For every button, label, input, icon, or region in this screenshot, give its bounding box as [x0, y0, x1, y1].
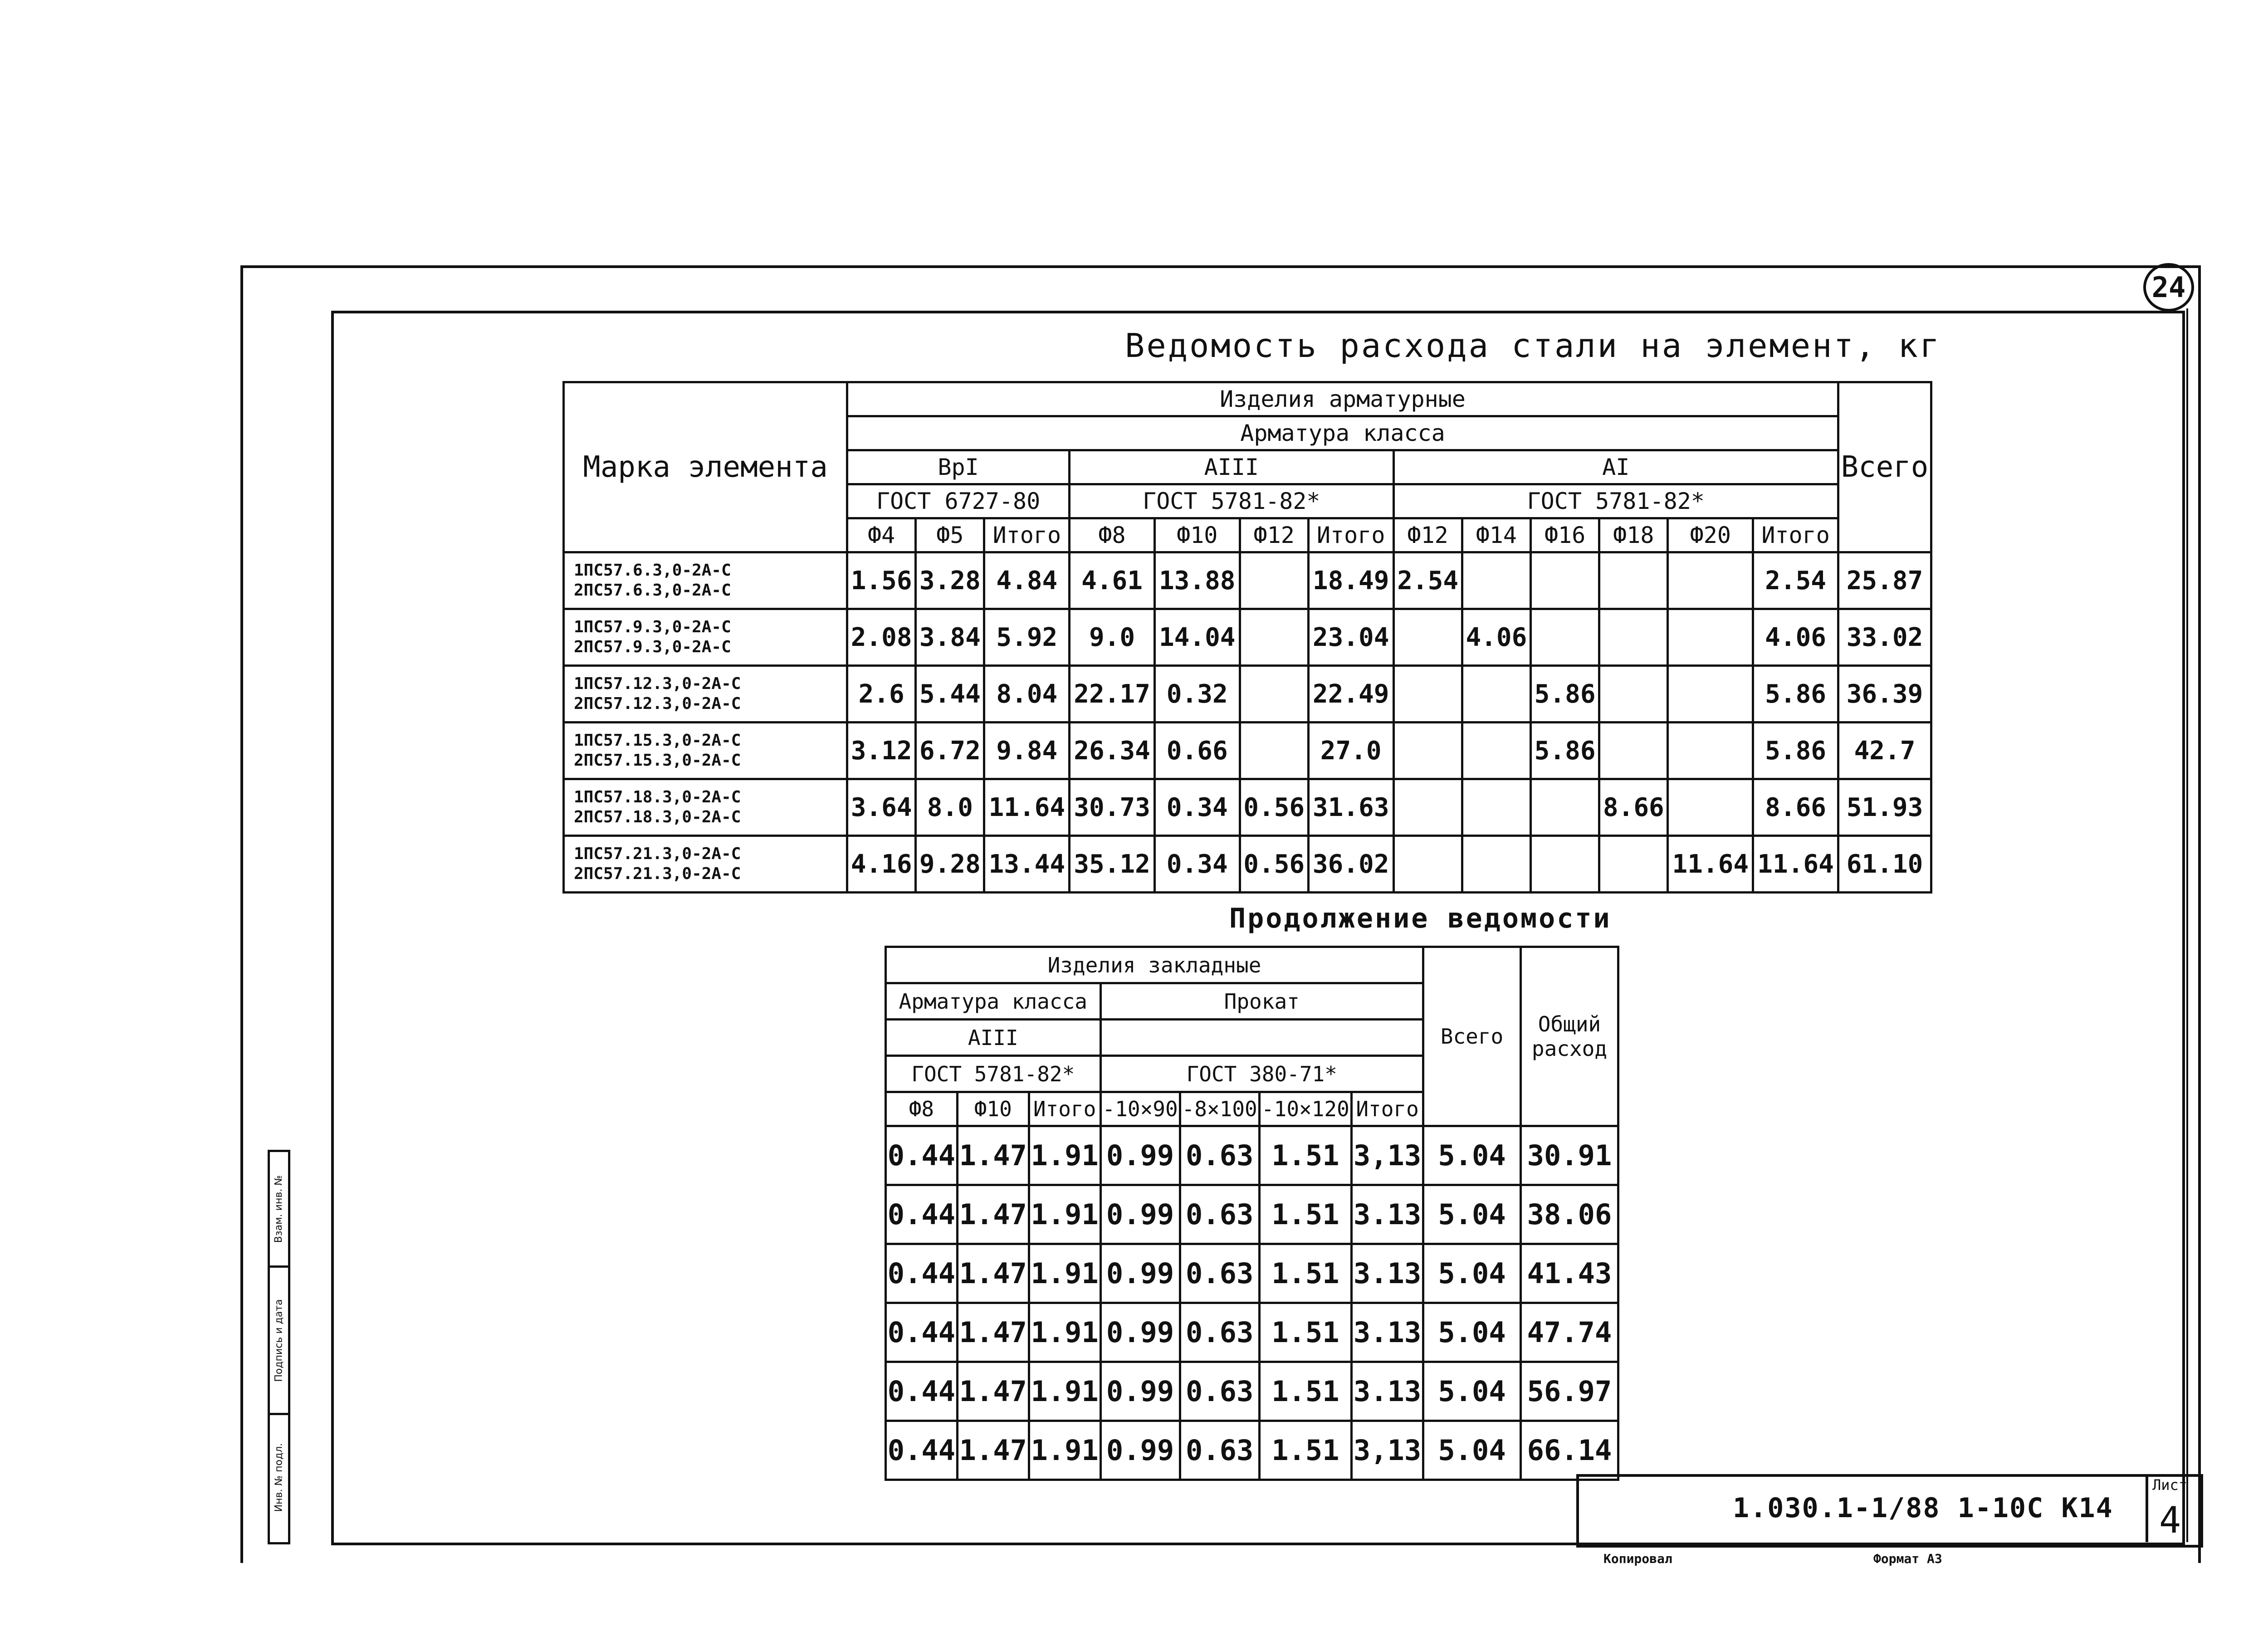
table-cell: 0.99 [1100, 1126, 1180, 1185]
table-cell: 5.86 [1753, 666, 1838, 723]
column-header: Итого [1352, 1092, 1423, 1126]
table-row [564, 552, 1931, 609]
table-cell: 22.17 [1070, 666, 1155, 723]
header-embedded-class: Арматура класса [886, 983, 1101, 1020]
table-cell: 11.64 [1753, 836, 1838, 893]
side-stamp [268, 1150, 290, 1544]
page-title: Ведомость расхода стали на элемент, кг [1125, 327, 1941, 365]
table-row [886, 1126, 1618, 1185]
header-total: Всего [1838, 382, 1931, 552]
column-header: Итого [1029, 1092, 1100, 1126]
table-row [886, 1303, 1618, 1362]
table-cell [1462, 666, 1530, 723]
table-cell [1599, 609, 1668, 666]
frame-edge-line [2186, 308, 2193, 1542]
table-cell: 6.72 [916, 723, 984, 779]
table-cell: 47.74 [1521, 1303, 1618, 1362]
table-cell: 1.51 [1259, 1244, 1351, 1303]
table-cell: 5.04 [1423, 1244, 1521, 1303]
element-mark-line: 2ПС57.15.3,0-2А-С [574, 751, 741, 770]
table-cell: 3,13 [1352, 1421, 1423, 1480]
table-cell: 0.32 [1154, 666, 1240, 723]
table-cell: 5.86 [1530, 723, 1599, 779]
column-header: Ф5 [916, 518, 984, 552]
table-cell: 5.86 [1753, 723, 1838, 779]
table-cell: 2.08 [847, 609, 916, 666]
header-rolled-blank [1100, 1020, 1423, 1056]
continuation-title: Продолжение ведомости [1229, 903, 1612, 934]
table-cell: 4.16 [847, 836, 916, 893]
table-cell: 0.56 [1240, 836, 1308, 893]
table-cell: 26.34 [1070, 723, 1155, 779]
element-mark [564, 666, 847, 723]
table-cell: 3.13 [1352, 1185, 1423, 1244]
table-cell: 3.84 [916, 609, 984, 666]
table-cell: 9.28 [916, 836, 984, 893]
table-cell: 1.47 [957, 1126, 1029, 1185]
table-cell: 1.47 [957, 1421, 1029, 1480]
table-cell: 1.51 [1259, 1303, 1351, 1362]
table-cell: 4.06 [1753, 609, 1838, 666]
side-stamp-cell: Взам. инв. № [270, 1152, 288, 1268]
table-cell: 0.44 [886, 1362, 958, 1421]
table-cell: 3.64 [847, 779, 916, 836]
column-header: Ф12 [1240, 518, 1308, 552]
table-cell: 1.91 [1029, 1303, 1100, 1362]
table-cell: 1.51 [1259, 1362, 1351, 1421]
column-header: -10×120 [1259, 1092, 1351, 1126]
table-cell [1393, 723, 1462, 779]
header-class-ai: АI [1393, 450, 1838, 484]
element-mark [564, 609, 847, 666]
element-mark-line: 1ПС57.21.3,0-2А-С [574, 845, 741, 863]
side-stamp-cell: Подпись и дата [270, 1268, 288, 1415]
embedded-items-table [885, 946, 1619, 1481]
table-cell: 3,13 [1352, 1126, 1423, 1185]
table-cell: 0.63 [1180, 1362, 1259, 1421]
column-header: Ф8 [1070, 518, 1155, 552]
column-header: Ф18 [1599, 518, 1668, 552]
table-cell: 2.54 [1393, 552, 1462, 609]
header-class-vr: ВрI [847, 450, 1070, 484]
table-cell: 0.63 [1180, 1126, 1259, 1185]
header-rolled: Прокат [1100, 983, 1423, 1020]
table-row [886, 1244, 1618, 1303]
element-mark [564, 723, 847, 779]
table-cell: 30.73 [1070, 779, 1155, 836]
column-header: Итого [1753, 518, 1838, 552]
table-cell: 5.86 [1530, 666, 1599, 723]
element-mark-line: 2ПС57.6.3,0-2А-С [574, 581, 731, 600]
table-cell: 9.0 [1070, 609, 1155, 666]
element-mark-line: 2ПС57.18.3,0-2А-С [574, 808, 741, 826]
table-cell: 14.04 [1154, 609, 1240, 666]
table-cell: 0.44 [886, 1126, 958, 1185]
table-cell [1668, 779, 1753, 836]
table-cell [1599, 552, 1668, 609]
column-header: Ф8 [886, 1092, 958, 1126]
table-cell: 33.02 [1838, 609, 1931, 666]
table-row [564, 723, 1931, 779]
column-header: -10×90 [1100, 1092, 1180, 1126]
table-cell: 23.04 [1308, 609, 1393, 666]
column-header: Ф16 [1530, 518, 1599, 552]
table-cell: 0.44 [886, 1303, 958, 1362]
table-cell: 5.04 [1423, 1126, 1521, 1185]
table-cell: 0.66 [1154, 723, 1240, 779]
table-cell [1462, 836, 1530, 893]
table-cell: 36.02 [1308, 836, 1393, 893]
document-code: 1.030.1-1/88 1-10С К14 [1733, 1492, 2113, 1524]
table-cell: 22.49 [1308, 666, 1393, 723]
table-cell: 5.92 [984, 609, 1070, 666]
table-cell: 3.13 [1352, 1244, 1423, 1303]
header-gost-vr: ГОСТ 6727-80 [847, 484, 1070, 518]
table-cell [1393, 836, 1462, 893]
table-cell: 1.56 [847, 552, 916, 609]
table-cell: 5.04 [1423, 1362, 1521, 1421]
table-cell: 1.91 [1029, 1244, 1100, 1303]
table-cell: 4.06 [1462, 609, 1530, 666]
table-cell: 8.66 [1753, 779, 1838, 836]
header-gost-aiii: ГОСТ 5781-82* [1070, 484, 1393, 518]
table-cell: 11.64 [984, 779, 1070, 836]
table-cell [1668, 666, 1753, 723]
header-class-aiii: АIII [1070, 450, 1393, 484]
table-row [886, 1185, 1618, 1244]
column-header: Ф10 [957, 1092, 1029, 1126]
header-rolled-gost: ГОСТ 380-71* [1100, 1056, 1423, 1092]
column-header: Итого [1308, 518, 1393, 552]
table-row [564, 836, 1931, 893]
header-products: Изделия арматурные [847, 382, 1838, 416]
table-cell: 4.61 [1070, 552, 1155, 609]
table-cell: 0.44 [886, 1185, 958, 1244]
table-cell: 0.63 [1180, 1421, 1259, 1480]
table-cell: 8.0 [916, 779, 984, 836]
table-cell: 1.51 [1259, 1185, 1351, 1244]
table-row [564, 779, 1931, 836]
sheet-number-circle: 24 [2143, 263, 2194, 312]
header-mark: Марка элемента [564, 382, 847, 552]
table-cell: 0.99 [1100, 1362, 1180, 1421]
table-cell: 1.91 [1029, 1421, 1100, 1480]
sheet-value: 4 [2159, 1499, 2181, 1541]
table-cell: 13.44 [984, 836, 1070, 893]
table-cell [1599, 836, 1668, 893]
header-embedded-class-aiii: АIII [886, 1020, 1101, 1056]
rebar-table [562, 381, 1932, 894]
table-cell: 3.12 [847, 723, 916, 779]
element-mark-line: 2ПС57.21.3,0-2А-С [574, 864, 741, 883]
column-header: Итого [984, 518, 1070, 552]
header-embedded: Изделия закладные [886, 947, 1423, 983]
table-cell: 8.04 [984, 666, 1070, 723]
column-header: Ф10 [1154, 518, 1240, 552]
table-row [886, 1362, 1618, 1421]
table-cell: 0.56 [1240, 779, 1308, 836]
table-cell: 11.64 [1668, 836, 1753, 893]
table-cell: 5.04 [1423, 1303, 1521, 1362]
table-cell [1462, 552, 1530, 609]
table-cell: 25.87 [1838, 552, 1931, 609]
column-header: Ф4 [847, 518, 916, 552]
table-row [564, 609, 1931, 666]
table-cell: 2.54 [1753, 552, 1838, 609]
table-cell: 1.47 [957, 1244, 1029, 1303]
table-cell: 3.13 [1352, 1303, 1423, 1362]
table-cell [1393, 779, 1462, 836]
table-cell: 3.13 [1352, 1362, 1423, 1421]
table-cell: 0.99 [1100, 1303, 1180, 1362]
table-cell: 66.14 [1521, 1421, 1618, 1480]
footer-format: Формат А3 [1873, 1551, 1942, 1566]
table-cell: 30.91 [1521, 1126, 1618, 1185]
table-row [886, 1421, 1618, 1480]
element-mark [564, 779, 847, 836]
table-cell: 1.47 [957, 1185, 1029, 1244]
element-mark-line: 1ПС57.18.3,0-2А-С [574, 788, 741, 806]
table-cell [1668, 609, 1753, 666]
sheet-label: Лист [2152, 1476, 2188, 1494]
element-mark-line: 1ПС57.9.3,0-2А-С [574, 618, 731, 636]
table-cell [1393, 609, 1462, 666]
table-cell: 5.04 [1423, 1185, 1521, 1244]
table-row [564, 666, 1931, 723]
table-cell [1668, 552, 1753, 609]
table-cell: 51.93 [1838, 779, 1931, 836]
element-mark [564, 552, 847, 609]
table-cell: 0.34 [1154, 836, 1240, 893]
side-stamp-cell: Инв. № подл. [273, 1443, 285, 1512]
table-cell [1240, 609, 1308, 666]
table-cell: 31.63 [1308, 779, 1393, 836]
table-cell [1462, 779, 1530, 836]
table-cell: 56.97 [1521, 1362, 1618, 1421]
table-cell: 1.91 [1029, 1185, 1100, 1244]
footer-copied: Копировал [1603, 1551, 1672, 1566]
table-cell: 0.99 [1100, 1421, 1180, 1480]
table-cell: 35.12 [1070, 836, 1155, 893]
element-mark-line: 1ПС57.6.3,0-2А-С [574, 561, 731, 580]
table-cell: 9.84 [984, 723, 1070, 779]
header-gost-ai: ГОСТ 5781-82* [1393, 484, 1838, 518]
table-cell: 38.06 [1521, 1185, 1618, 1244]
table-cell [1530, 552, 1599, 609]
header-embedded-total: Всего [1423, 947, 1521, 1126]
table-cell: 1.51 [1259, 1421, 1351, 1480]
table-cell: 0.99 [1100, 1244, 1180, 1303]
table-cell: 3.28 [916, 552, 984, 609]
table-cell: 41.43 [1521, 1244, 1618, 1303]
table-cell [1668, 723, 1753, 779]
column-header: Ф12 [1393, 518, 1462, 552]
table-cell: 4.84 [984, 552, 1070, 609]
table-cell [1530, 779, 1599, 836]
table-cell: 0.63 [1180, 1244, 1259, 1303]
table-cell [1462, 723, 1530, 779]
table-cell [1240, 666, 1308, 723]
table-cell: 27.0 [1308, 723, 1393, 779]
table-cell: 1.47 [957, 1303, 1029, 1362]
table-cell: 1.51 [1259, 1126, 1351, 1185]
element-mark-line: 2ПС57.12.3,0-2А-С [574, 694, 741, 713]
table-cell: 5.04 [1423, 1421, 1521, 1480]
table-cell: 0.34 [1154, 779, 1240, 836]
table-cell: 1.91 [1029, 1362, 1100, 1421]
table-cell: 61.10 [1838, 836, 1931, 893]
table-cell [1393, 666, 1462, 723]
table-cell: 0.63 [1180, 1303, 1259, 1362]
element-mark-line: 1ПС57.12.3,0-2А-С [574, 674, 741, 693]
table-cell: 42.7 [1838, 723, 1931, 779]
header-overall: Общий расход [1521, 947, 1618, 1126]
element-mark [564, 836, 847, 893]
table-cell: 2.6 [847, 666, 916, 723]
table-cell: 0.44 [886, 1421, 958, 1480]
column-header: Ф14 [1462, 518, 1530, 552]
table-cell [1599, 723, 1668, 779]
table-cell: 0.44 [886, 1244, 958, 1303]
table-cell: 0.63 [1180, 1185, 1259, 1244]
table-cell [1240, 723, 1308, 779]
table-cell: 1.91 [1029, 1126, 1100, 1185]
table-cell: 13.88 [1154, 552, 1240, 609]
column-header: -8×100 [1180, 1092, 1259, 1126]
element-mark-line: 2ПС57.9.3,0-2А-С [574, 638, 731, 656]
table-cell [1530, 609, 1599, 666]
table-cell: 5.44 [916, 666, 984, 723]
table-cell: 18.49 [1308, 552, 1393, 609]
table-cell [1530, 836, 1599, 893]
table-cell: 1.47 [957, 1362, 1029, 1421]
header-class: Арматура класса [847, 416, 1838, 450]
table-cell: 8.66 [1599, 779, 1668, 836]
header-embedded-gost: ГОСТ 5781-82* [886, 1056, 1101, 1092]
table-cell [1599, 666, 1668, 723]
table-cell: 36.39 [1838, 666, 1931, 723]
table-cell [1240, 552, 1308, 609]
column-header: Ф20 [1668, 518, 1753, 552]
table-cell: 0.99 [1100, 1185, 1180, 1244]
element-mark-line: 1ПС57.15.3,0-2А-С [574, 731, 741, 750]
